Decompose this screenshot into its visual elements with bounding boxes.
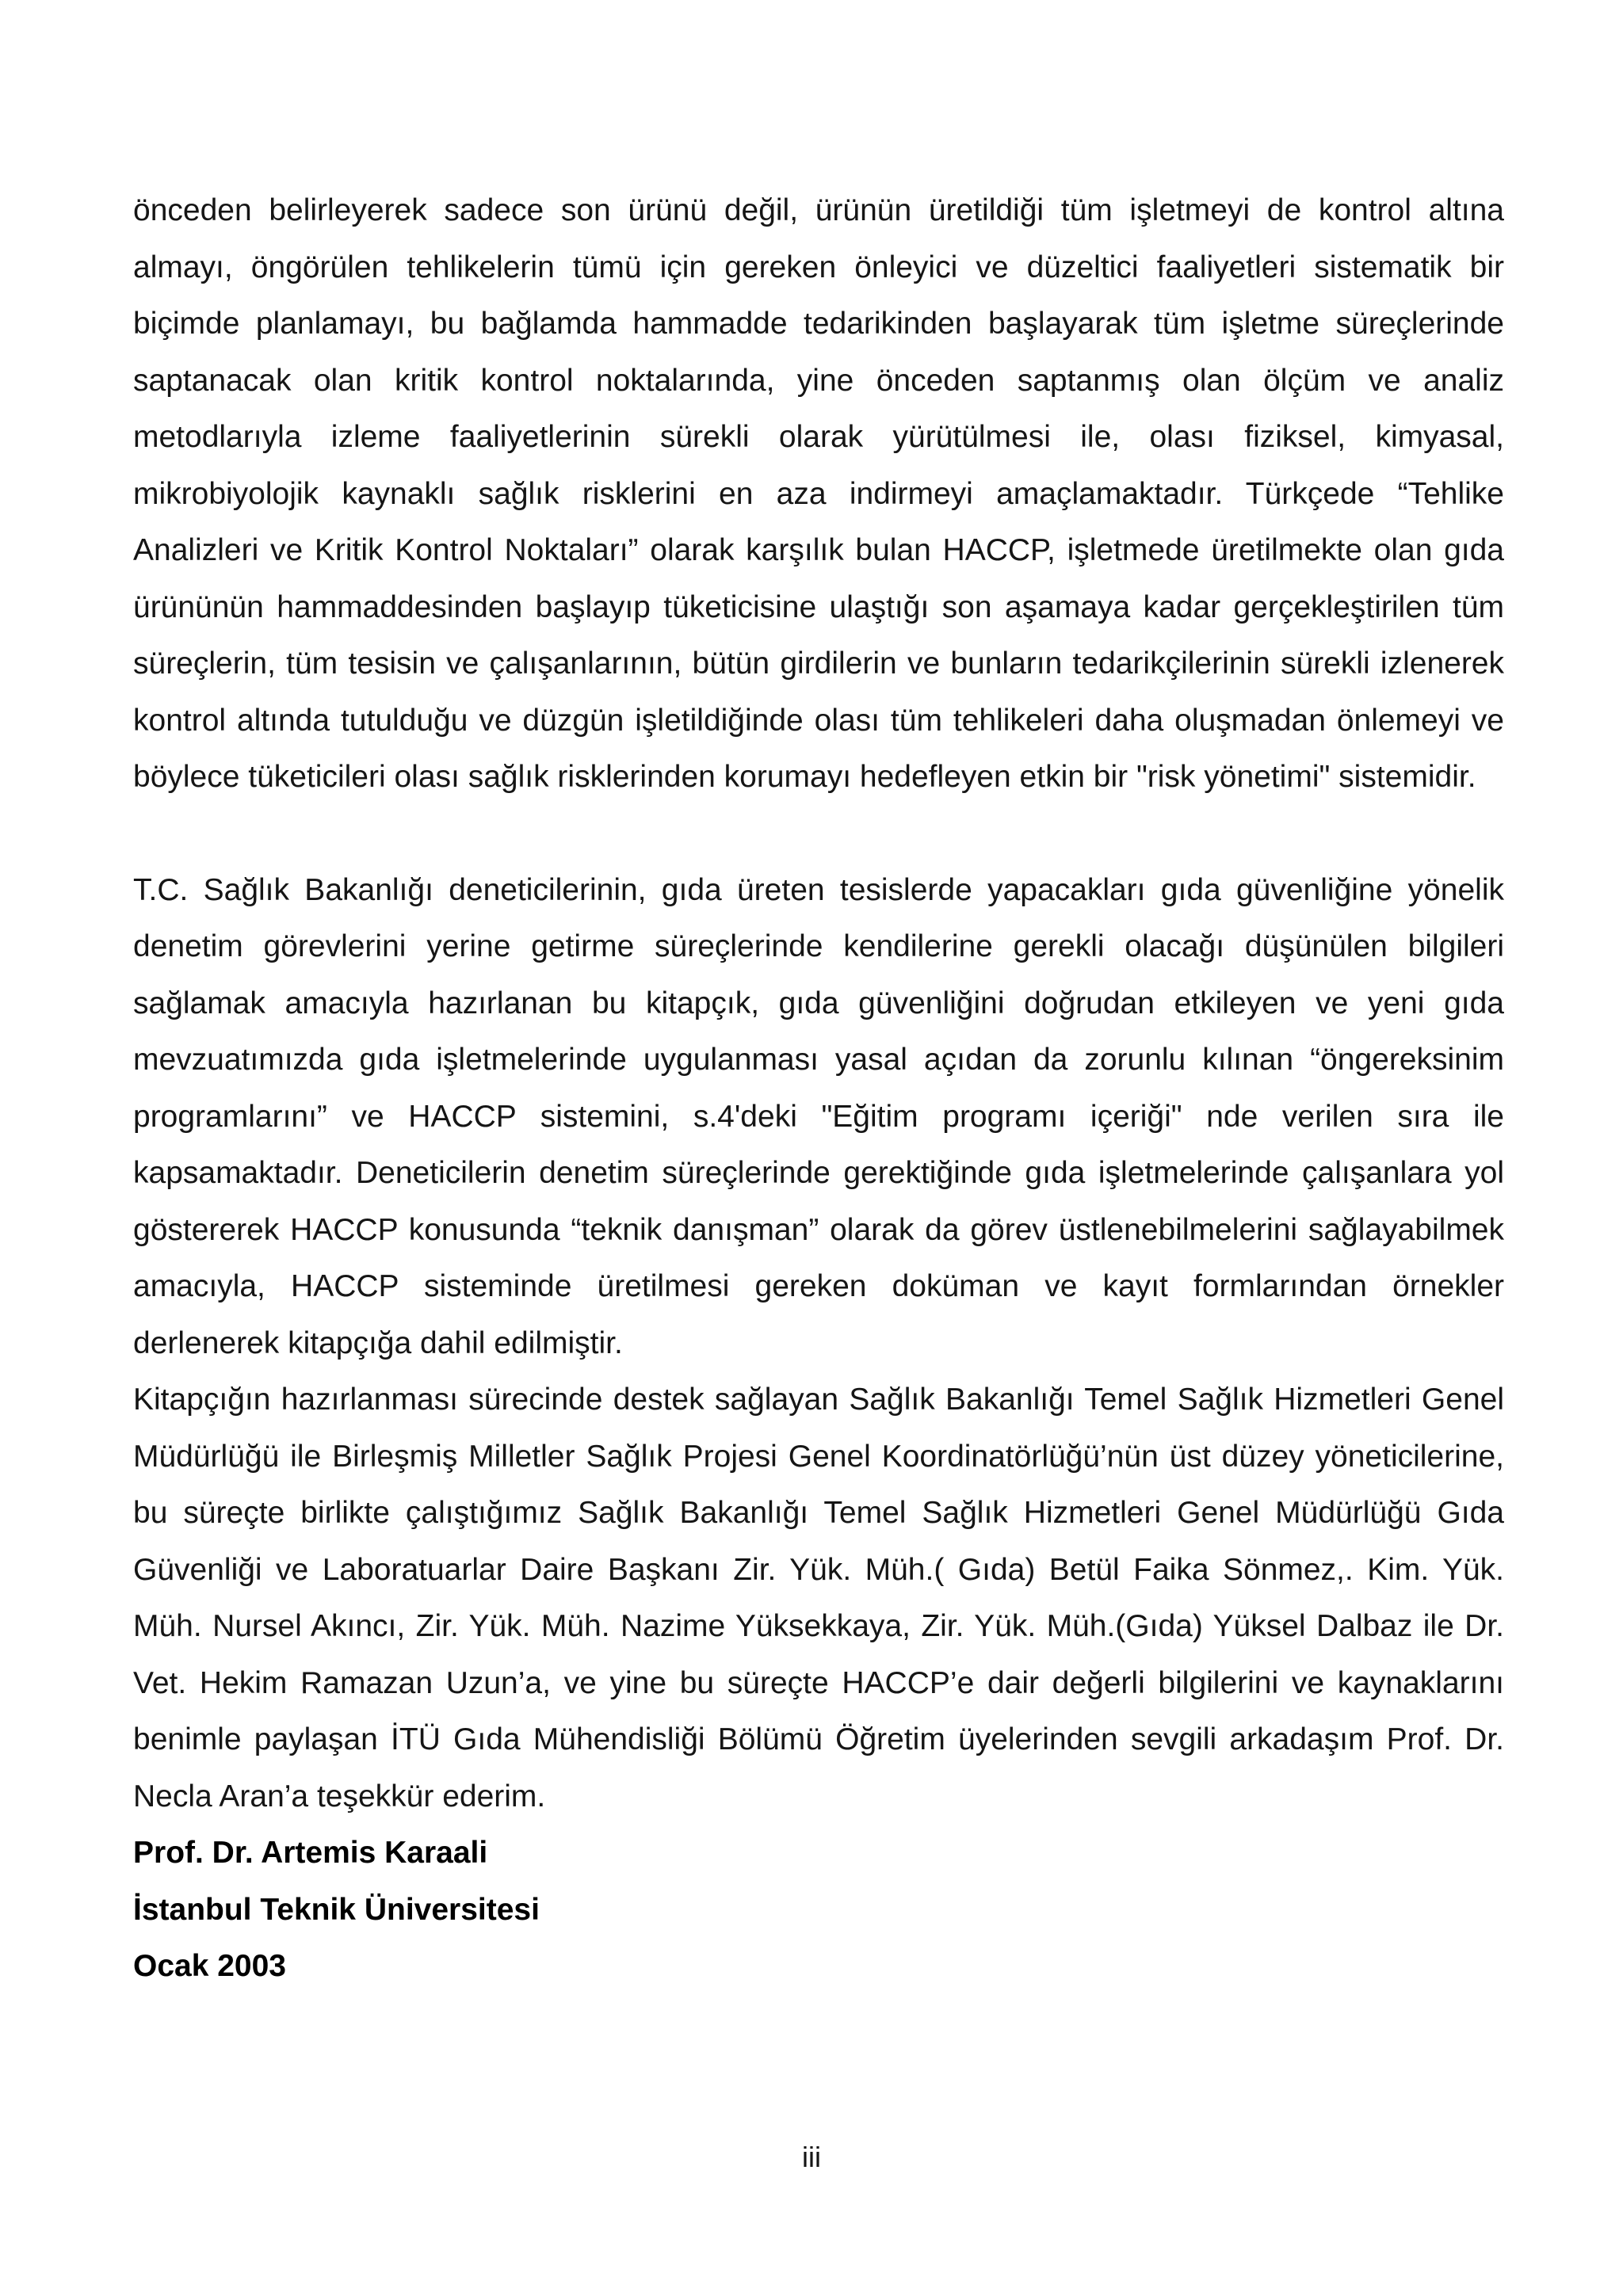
signature-institution: İstanbul Teknik Üniversitesi <box>133 1892 540 1927</box>
page-number: iii <box>802 2141 821 2173</box>
paragraph-booklet-purpose: T.C. Sağlık Bakanlığı deneticilerinin, gıda üreten tesislerde yapacakları gıda güvenliğine yönelik denetim görevlerini yerine getirme süreçlerinde kendilerine gerekli olacağı düşünülen bilgileri sağlamak amacıyla hazırlanan bu kitapçık, gıda güvenliğini doğrudan etkileyen ve yeni gıda mevzuatımızda gıda işletmelerinde uygulanması yasal açıdan da zorunlu kılınan “öngereksinim programlarını” ve HACCP sistemini, s.4'deki "Eğitim programı içeriği" nde verilen sıra ile kapsamaktadır. Deneticilerin denetim süreçlerinde gerektiğinde gıda işletmelerinde çalışanlara yol göstererek HACCP konusunda “teknik danışman” olarak da görev üstlenebilmelerini sağlayabilmek amacıyla, HACCP sisteminde üretilmesi gereken doküman ve kayıt formlarından örnekler derlenerek kitapçığa dahil edilmiştir. <box>133 872 1504 1360</box>
paragraph-haccp-definition: önceden belirleyerek sadece son ürünü değil, ürünün üretildiği tüm işletmeyi de kontrol altına almayı, öngörülen tehlikelerin tümü için gereken önleyici ve düzeltici faaliyetleri sistematik bir biçimde planlamayı, bu bağlamda hammadde tedarikinden başlayarak tüm işletme süreçlerinde saptanacak olan kritik kontrol noktalarında, yine önceden saptanmış olan ölçüm ve analiz metodlarıyla izleme faaliyetlerinin sürekli olarak yürütülmesi ile, olası fiziksel, kimyasal, mikrobiyolojik kaynaklı sağlık risklerini en aza indirmeyi amaçlamaktadır. Türkçede “Tehlike Analizleri ve Kritik Kontrol Noktaları” olarak karşılık bulan HACCP, işletmede üretilmekte olan gıda ürününün hammaddesinden başlayıp tüketicisine ulaştığı son aşamaya kadar gerçekleştirilen tüm süreçlerin, tüm tesisin ve çalışanlarının, bütün girdilerin ve bunların tedarikçilerinin sürekli izlenerek kontrol altında tutulduğu ve düzgün işletildiğinde olası tüm tehlikeleri daha oluşmadan önlemeyi ve böylece tüketicileri olası sağlık risklerinden korumayı hedefleyen etkin bir "risk yönetimi" sistemidir. <box>133 193 1504 794</box>
paragraph-gap <box>133 806 1504 862</box>
paragraph-acknowledgements: Kitapçığın hazırlanması sürecinde destek sağlayan Sağlık Bakanlığı Temel Sağlık Hizmetleri Genel Müdürlüğü ile Birleşmiş Milletler Sağlık Projesi Genel Koordinatörlüğü’nün üst düzey yöneticilerine, bu süreçte birlikte çalıştığımız Sağlık Bakanlığı Temel Sağlık Hizmetleri Genel Müdürlüğü Gıda Güvenliği ve Laboratuarlar Daire Başkanı Zir. Yük. Müh.( Gıda) Betül Faika Sönmez,. Kim. Yük. Müh. Nursel Akıncı, Zir. Yük. Müh. Nazime Yüksekkaya, Zir. Yük. Müh.(Gıda) Yüksel Dalbaz ile Dr. Vet. Hekim Ramazan Uzun’a, ve yine bu süreçte HACCP’e dair değerli bilgilerini ve kaynaklarını benimle paylaşan İTÜ Gıda Mühendisliği Bölümü Öğretim üyelerinden sevgili arkadaşım Prof. Dr. Necla Aran’a teşekkür ederim. <box>133 1383 1504 1814</box>
signature-date: Ocak 2003 <box>133 1949 287 1983</box>
page-content <box>133 182 1504 1995</box>
signature-name: Prof. Dr. Artemis Karaali <box>133 1836 488 1870</box>
